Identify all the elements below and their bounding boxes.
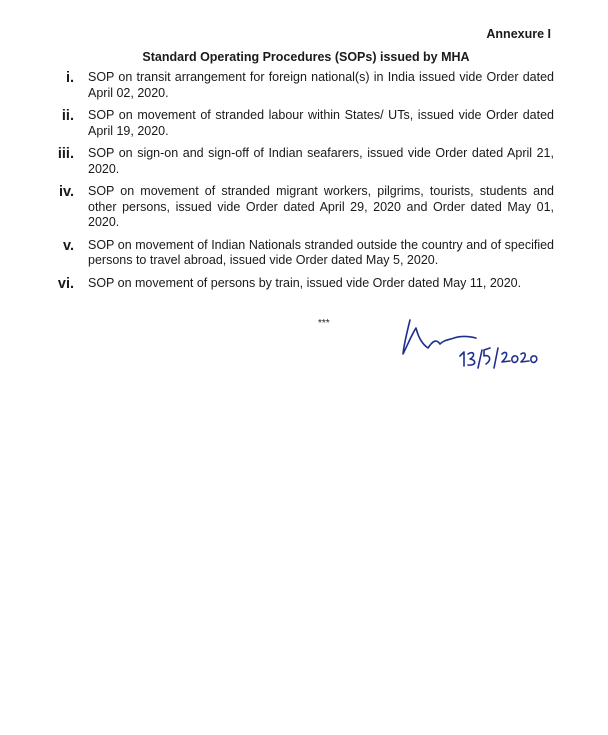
list-item — [48, 276, 554, 292]
item-numeral: vi. — [57, 275, 74, 292]
page-title: Standard Operating Procedures (SOPs) issued by MHA — [142, 50, 470, 64]
item-text: SOP on transit arrangement for foreign national(s) in India issued vide Order dated April 02, 2020. — [88, 70, 554, 100]
item-numeral: ii. — [61, 108, 74, 124]
sop-list — [48, 70, 554, 299]
item-numeral: iv. — [58, 184, 74, 200]
list-item — [48, 238, 554, 269]
separator-stars: *** — [318, 318, 330, 329]
list-item — [48, 70, 554, 101]
list-item — [48, 146, 554, 177]
item-text: SOP on movement of Indian Nationals stranded outside the country and of specified persons to travel abroad, issued vide Order dated May 5, 2020. — [88, 237, 554, 267]
item-numeral: iii. — [57, 146, 74, 162]
annexure-label: Annexure I — [486, 27, 551, 41]
item-text: SOP on movement of stranded labour within States/ UTs, issued vide Order dated April 19, 2020. — [88, 108, 554, 138]
list-item — [48, 108, 554, 139]
item-text: SOP on sign-on and sign-off of Indian seafarers, issued vide Order dated April 21, 2020. — [88, 146, 554, 176]
item-text: SOP on movement of stranded migrant workers, pilgrims, tourists, students and other persons, issued vide Order dated April 29, 2020 and Order dated May 01, 2020. — [88, 184, 554, 229]
list-item — [48, 184, 554, 231]
item-text: SOP on movement of persons by train, issued vide Order dated May 11, 2020. — [88, 275, 522, 290]
signature-image — [398, 314, 548, 374]
item-numeral: i. — [65, 70, 74, 86]
item-numeral: v. — [62, 237, 74, 254]
